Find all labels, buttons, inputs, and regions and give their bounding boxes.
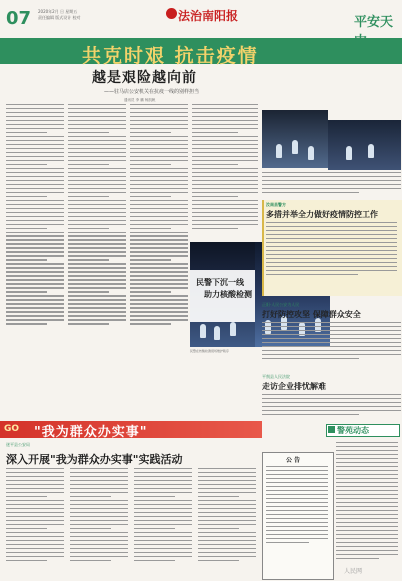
article2-tag: 正阳·人民公安为人民 <box>262 302 300 307</box>
topic-banner-text: 共克时艰 抗击疫情 <box>82 45 259 67</box>
text-column-4 <box>192 104 258 239</box>
police-news-body <box>336 442 398 562</box>
notice-title: 公 告 <box>286 457 301 464</box>
watermark: 人民网 <box>344 568 363 575</box>
text-column-1 <box>6 104 64 414</box>
bottom-banner-logo: GO <box>4 424 20 434</box>
highlight-box-tag: 汝南县警方 <box>266 202 286 207</box>
article3-body <box>262 394 401 420</box>
section-title: 平安天 <box>354 15 394 30</box>
feature-card-line1: 民警下沉一线 <box>196 277 244 287</box>
photo-police-night <box>262 110 328 168</box>
bottom-banner-text: "我为群众办实事" <box>34 425 148 440</box>
notice-body <box>266 466 328 574</box>
article3-title: 走访企业排忧解难 <box>262 381 326 391</box>
article3-tag: 平舆县人民法院 <box>262 374 290 379</box>
lead-headline: 越是艰险越向前 <box>92 70 197 86</box>
header-meta <box>38 9 128 21</box>
highlight-box-body <box>266 222 397 292</box>
header-meta-line1: 2020年2月 日 星期五 <box>38 9 78 14</box>
article2-body <box>262 322 401 370</box>
police-news-icon <box>328 426 335 433</box>
lead-byline: 通讯员 李 鹏 杨凯帆 <box>124 98 156 102</box>
text-column-5 <box>262 172 401 198</box>
highlight-box-title: 多措并举全力做好疫情防控工作 <box>266 209 378 219</box>
lead-subtitle: ——驻马店公安机关在抗疫一线的别样担当 <box>104 89 200 95</box>
photo-caption: 民警在核酸检测现场维护秩序 <box>190 349 230 353</box>
police-news-label: 警苑动态 <box>337 426 369 435</box>
bottom-article-title: 深入开展"我为群众办实事"实践活动 <box>6 453 183 466</box>
photo-checkpoint <box>328 120 401 170</box>
header-meta-line2: 责任编辑 版式设计 校对 <box>38 15 81 20</box>
text-column-2 <box>68 104 126 414</box>
feature-card-line2: 助力核酸检测 <box>204 289 252 299</box>
page-number: 07 <box>6 8 32 29</box>
bottom-article-body <box>6 468 256 578</box>
masthead: 法治南阳报 <box>178 9 239 23</box>
bottom-article-tag: 遂平县公安局 <box>6 442 30 447</box>
text-column-3 <box>130 104 188 414</box>
article2-title: 打好防控攻坚 保障群众安全 <box>262 309 361 319</box>
masthead-logo-icon <box>166 8 177 19</box>
